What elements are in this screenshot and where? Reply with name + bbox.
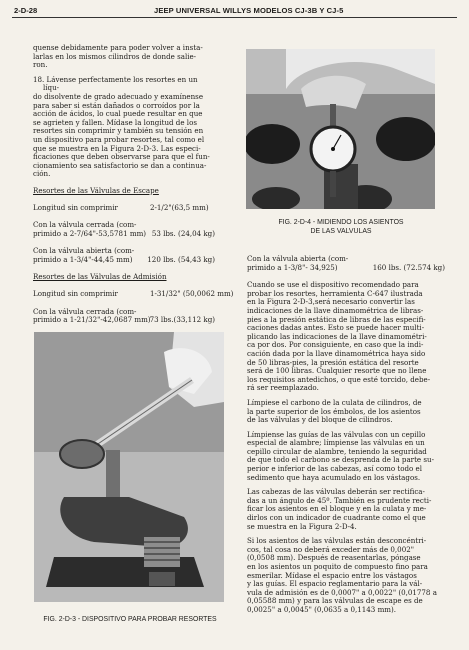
text-line: indicaciones de la llave dinamométrica de libras- [247, 305, 424, 315]
text-line: plicando las indicaciones de la llave dinamométri- [247, 331, 427, 341]
running-title: JEEP UNIVERSAL WILLYS MODELOS CJ-3B Y CJ-5 [154, 6, 344, 15]
dial-indicator-photo [246, 49, 435, 209]
text-line: 0,0025" a 0,0045" (0,0635 a 0,1143 mm). [247, 604, 397, 614]
text-line: que se muestra en la Figura 2-D-3. Las especi- [33, 143, 201, 153]
spec-value: 73 lbs.(33,112 kg) [149, 315, 215, 325]
text-line: do disolvente de grado adecuado y examínense [33, 91, 204, 101]
text-line: cación dada por la llave dinamométrica haya sido [247, 348, 426, 358]
spec-label: Longitud sin comprimir [33, 202, 118, 212]
text-line: será de 100 libras. Cualquier resorte que no llene [247, 366, 427, 376]
right-column [247, 255, 445, 615]
text-line: caciones dadas antes. Esto se puede hacer multi- [247, 323, 425, 333]
spec-value: 160 lbs. (72.574 kg) [372, 262, 445, 272]
exhaust-springs-heading: Resortes de las Válvulas de Escape [33, 185, 159, 195]
spec-value: 2-1/2"(63,5 mm) [150, 202, 209, 212]
text-line: rá ser reemplazado. [247, 383, 319, 393]
text-line: quense debidamente para poder volver a insta- [33, 43, 203, 52]
text-line: se agrieten y fallen. Mídase la longitud de los [33, 117, 197, 127]
intake-closed-row [33, 308, 215, 325]
figure-2-d-4-caption [246, 218, 436, 236]
tester-conversion-paragraph [247, 281, 445, 393]
spec-label: Con la válvula cerrada (com- [33, 220, 137, 230]
text-line: especial de alambre; límpiense las válvulas en un [247, 438, 425, 448]
text-line: Si los asientos de las válvulas están desconcéntri- [247, 536, 427, 546]
text-line: cepillo circular de alambre, teniendo la seguridad [247, 446, 427, 456]
item-18-paragraph [33, 76, 215, 179]
text-line: (0,0508 mm). Después de reasentarlas, póngase [247, 553, 421, 563]
exhaust-open-row [33, 247, 215, 264]
dial-indicator-illustration [246, 49, 435, 209]
text-line: Las cabezas de las válvulas deberán ser rectifica- [247, 487, 425, 497]
text-line: acción de ácidos, lo cual puede resultar en que [33, 109, 203, 119]
exhaust-free-length-row [33, 204, 215, 213]
text-line: cionamiento sea satisfactorio se dan a continua- [33, 160, 207, 170]
left-column [33, 43, 234, 334]
exhaust-closed-row [33, 221, 215, 238]
text-line: probar los resortes, herramienta C-647 ilustrada [247, 288, 423, 298]
spec-label: Con la válvula abierta (com- [247, 254, 349, 263]
intro-paragraph [33, 44, 215, 70]
spec-label: Con la válvula cerrada (com- [33, 306, 137, 316]
text-line: resortes sin comprimir y también su tensión en [33, 126, 204, 136]
text-line: ron. [33, 60, 48, 70]
text-line: vula de admisión es de 0,0007" a 0,0022" (0,01778 a [247, 587, 437, 597]
text-line: sedimento que haya acumulado en los vástagos. [247, 472, 421, 482]
spec-label: primido a 1-21/32"-42,0687 mm) [33, 315, 151, 325]
header-rule [12, 17, 457, 18]
text-line: en la Figura 2-D-3,será necesario convertir las [247, 297, 415, 307]
text-line: 0,05588 mm) y para las válvulas de escape es de [247, 596, 423, 606]
text-line: pies a la presión estática de libras de las especifi- [247, 314, 426, 324]
text-line: y las guías. El espacio reglamentario para la vál- [247, 579, 423, 589]
valve-refacing-paragraph [247, 488, 445, 531]
text-line: para saber si están dañados o corroídos por la [33, 100, 200, 110]
text-line: la parte superior de los émbolos, de los asientos [247, 406, 421, 416]
text-line: de 50 libras-pies, la presión estática del resorte [247, 357, 419, 367]
text-line: un dispositivo para probar resortes, tal como el [33, 134, 205, 144]
valve-guide-cleaning-paragraph [247, 431, 445, 483]
text-line: 18. Lávense perfectamente los resortes en un líqu- [33, 74, 198, 93]
text-line: de que todo el carbono se desprenda de la parte su- [247, 455, 434, 465]
spec-label: primido a 2-7/64"-53,5781 mm) [33, 228, 147, 238]
spec-value: 120 lbs. (54,43 kg) [147, 254, 215, 264]
text-line: ción. [33, 169, 51, 179]
text-line: esmerilar. Mídase el espacio entre los vástagos [247, 570, 417, 580]
spec-label: Con la válvula abierta (com- [33, 246, 135, 256]
intake-free-length-row [33, 289, 234, 299]
figure-2-d-3-caption: FIG. 2-D-3 - DISPOSITIVO PARA PROBAR RESORTES [43, 616, 217, 623]
valve-seat-clearance-paragraph [247, 537, 445, 614]
carbon-cleaning-paragraph [247, 399, 445, 425]
spec-value: 53 lbs. (24,04 kg) [151, 228, 215, 238]
text-line: dirlos con un indicador de cuadrante como el que [247, 513, 426, 523]
text-line: cos, tal cosa no deberá exceder más de 0,002" [247, 544, 414, 554]
spec-label: Longitud sin comprimir [33, 289, 118, 299]
text-line: larlas en los mismos cilindros de donde salie- [33, 51, 197, 61]
text-line: se muestra en la Figura 2-D-4. [247, 521, 357, 531]
intake-open-row [247, 255, 445, 272]
text-line: ca por dos. Por consiguiente, en caso que la indi- [247, 340, 424, 350]
text-line: das a un ángulo de 45º. También es prudente recti- [247, 495, 432, 505]
spring-tester-photo [34, 332, 224, 602]
text-line: los requisitos antedichos, o que esté torcido, debe- [247, 374, 431, 384]
text-line: perior e inferior de las cabezas, así como todo el [247, 464, 422, 474]
text-line: en los asientos un poquito de compuesto fino para [247, 562, 428, 571]
text-line: Límpiese el carbono de la culata de cilindros, de [247, 397, 422, 407]
text-line: ficar los asientos en el bloque y en la culata y me- [247, 504, 427, 514]
intake-springs-heading: Resortes de las Válvulas de Admisión [33, 272, 167, 282]
text-line: Límpiense las guías de las válvulas con un cepillo [247, 429, 426, 439]
page-number: 2-D-28 [14, 6, 38, 15]
caption-line: DE LAS VALVULAS [310, 228, 372, 235]
caption-line: FIG. 2-D-4 - MIDIENDO LOS ASIENTOS [278, 219, 404, 226]
text-line: de las válvulas y del bloque de cilindros. [247, 415, 393, 425]
spec-value: 1-31/32" (50,0062 mm) [150, 289, 234, 299]
spec-label: primido a 1-3/8"- 34,925) [247, 262, 338, 272]
spec-label: primido a 1-3/4"-44,45 mm) [33, 254, 133, 264]
text-line: ficaciones que deben observarse para que el fun- [33, 152, 210, 162]
text-line: Cuando se use el dispositivo recomendado para [247, 280, 419, 290]
spring-tester-illustration [34, 332, 224, 602]
